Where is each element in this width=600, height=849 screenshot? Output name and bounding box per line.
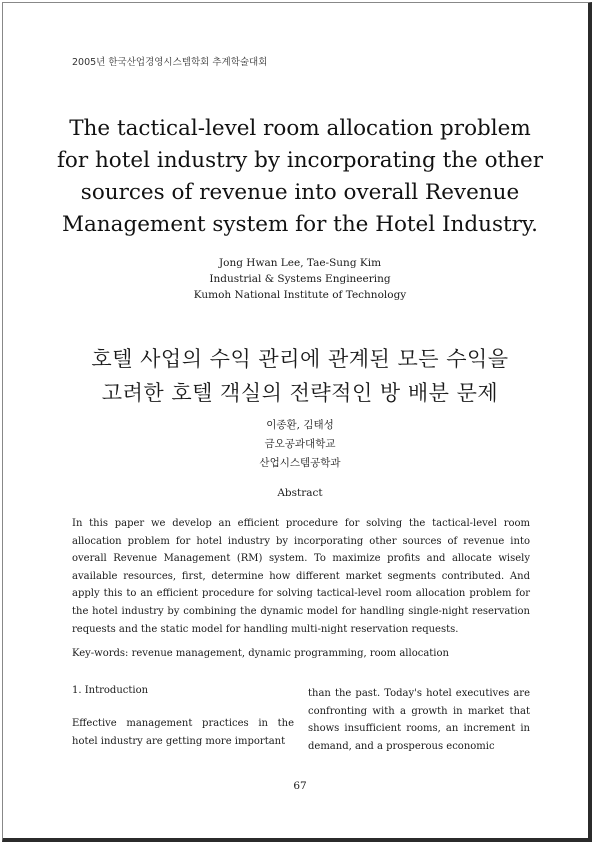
keywords-line [72, 648, 530, 659]
korean-title-line: 고려한 호텔 객실의 전략적인 방 배분 문제 [101, 381, 499, 405]
abstract-body: In this paper we develop an efficient procedure for solving the tactical-level room allocation problem for hotel industry by incorporating other sources of revenue into overall Revenue Management (RM) system. To maximize profits and allocate wisely available resources, first, determine how different market segments contributed. And apply this to an efficient procedure for solving tactical-level room allocation problem for the hotel industry by combining the dynamic model for handling single-night reservation requests and the static model for handling multi-night reservation requests. [72, 518, 530, 635]
english-title [40, 113, 560, 241]
introduction-left-column: Effective management practices in the hotel industry are getting more important [72, 718, 294, 747]
author-department: Industrial & Systems Engineering [209, 273, 391, 285]
section-heading-introduction: 1. Introduction [72, 685, 149, 696]
title-line: for hotel industry by incorporating the other [56, 148, 544, 173]
korean-title [40, 342, 560, 410]
title-line: The tactical-level room allocation problem [69, 116, 531, 141]
keywords-label: Key-words: [72, 648, 129, 659]
korean-department: 산업시스템공학과 [259, 457, 341, 469]
introduction-right-column: than the past. Today's hotel executives are confronting with a growth in market that shows insufficient rooms, an increment in demand, and a prosperous economic [308, 688, 530, 752]
conference-header: 2005년 한국산업경영시스템학회 추계학술대회 [72, 57, 268, 68]
korean-institution: 금오공과대학교 [264, 438, 336, 450]
author-names: Jong Hwan Lee, Tae-Sung Kim [218, 257, 382, 269]
keywords-values: revenue management, dynamic programming, room allocation [131, 648, 449, 659]
korean-author-names: 이종환, 김태성 [266, 419, 334, 431]
title-line: Management system for the Hotel Industry. [61, 212, 539, 237]
korean-title-line: 호텔 사업의 수익 관리에 관계된 모든 수익을 [91, 347, 509, 371]
english-authors-block [60, 255, 540, 303]
korean-authors-block [100, 416, 500, 473]
title-line: sources of revenue into overall Revenue [80, 180, 520, 205]
author-institution: Kumoh National Institute of Technology [193, 289, 407, 301]
page-number: 67 [293, 780, 307, 792]
abstract-heading: Abstract [277, 487, 323, 499]
